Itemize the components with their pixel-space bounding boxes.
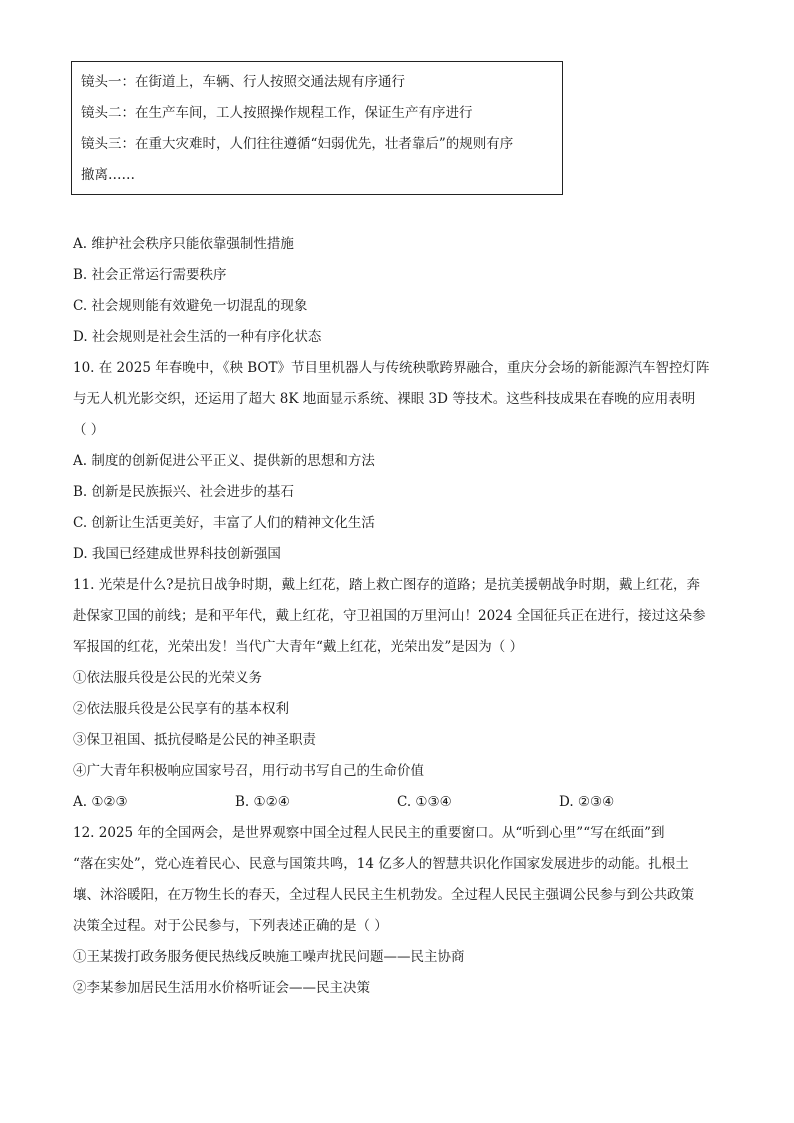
q11-choice-c: C. ①③④ <box>397 794 452 810</box>
q10-stem-line: （ ） <box>73 422 105 438</box>
q12-statement-1: ①王某拨打政务服务便民热线反映施工噪声扰民问题——民主协商 <box>73 949 465 965</box>
q10-stem-line: 10. 在 2025 年春晚中，《秧 BOT》节目里机器人与传统秧歌跨界融合，重庆分会场的新能源汽车智控灯阵 <box>73 360 710 376</box>
scene-line: 镜头一：在街道上，车辆、行人按照交通法规有序通行 <box>81 74 405 90</box>
q11-statement-3: ③保卫祖国、抵抗侵略是公民的神圣职责 <box>73 732 316 748</box>
q11-stem-line: 赴保家卫国的前线；是和平年代，戴上红花，守卫祖国的万里河山！2024 全国征兵正在进行，接过这朵参 <box>73 608 706 624</box>
q11-choice-a: A. ①②③ <box>73 794 128 810</box>
q9-option-d: D. 社会规则是社会生活的一种有序化状态 <box>73 329 322 345</box>
scene-line: 镜头三：在重大灾难时，人们往往遵循“妇弱优先，壮者靠后”的规则有序 <box>81 136 514 152</box>
questions <box>73 230 723 1005</box>
q12-stem-line: “落在实处”，党心连着民心、民意与国策共鸣，14 亿多人的智慧共识化作国家发展进步的动能。扎根土 <box>73 856 689 872</box>
q10-option-b: B. 创新是民族振兴、社会进步的基石 <box>73 484 295 500</box>
q10-option-a: A. 制度的创新促进公平正义、提供新的思想和方法 <box>73 453 375 469</box>
q11-statement-4: ④广大青年积极响应国家号召，用行动书写自己的生命价值 <box>73 763 424 779</box>
q11-stem-line: 军报国的红花，光荣出发！当代广大青年“戴上红花，光荣出发”是因为（ ） <box>73 639 524 655</box>
q9-option-a: A. 维护社会秩序只能依靠强制性措施 <box>73 236 294 252</box>
q11-statement-2: ②依法服兵役是公民享有的基本权利 <box>73 701 289 717</box>
q10-option-c: C. 创新让生活更美好，丰富了人们的精神文化生活 <box>73 515 375 531</box>
q12-stem-line: 12. 2025 年的全国两会，是世界观察中国全过程人民民主的重要窗口。从“听到心里”“写在纸面”到 <box>73 825 665 841</box>
q11-statement-1: ①依法服兵役是公民的光荣义务 <box>73 670 262 686</box>
q10-stem-line: 与无人机光影交织，还运用了超大 8K 地面显示系统、裸眼 3D 等技术。这些科技成果在春晚的应用表明 <box>73 391 696 407</box>
q11-choice-d: D. ②③④ <box>559 794 615 810</box>
q10-option-d: D. 我国已经建成世界科技创新强国 <box>73 546 281 562</box>
q9-option-b: B. 社会正常运行需要秩序 <box>73 267 227 283</box>
q9-option-c: C. 社会规则能有效避免一切混乱的现象 <box>73 298 308 314</box>
scene-line: 撤离…… <box>81 167 135 183</box>
q12-stem-line: 壤、沐浴暖阳，在万物生长的春天，全过程人民民主生机勃发。全过程人民民主强调公民参与到公共政策 <box>73 887 694 903</box>
scene-box <box>71 61 563 195</box>
q11-stem-line: 11. 光荣是什么?是抗日战争时期，戴上红花，踏上救亡图存的道路；是抗美援朝战争时期，戴上红花，奔 <box>73 577 700 593</box>
q11-choice-b: B. ①②④ <box>235 794 290 810</box>
q11-choices <box>73 788 723 819</box>
q12-statement-2: ②李某参加居民生活用水价格听证会——民主决策 <box>73 980 370 996</box>
q12-stem-line: 决策全过程。对于公民参与，下列表述正确的是（ ） <box>73 918 388 934</box>
scene-line: 镜头二：在生产车间，工人按照操作规程工作，保证生产有序进行 <box>81 105 473 121</box>
